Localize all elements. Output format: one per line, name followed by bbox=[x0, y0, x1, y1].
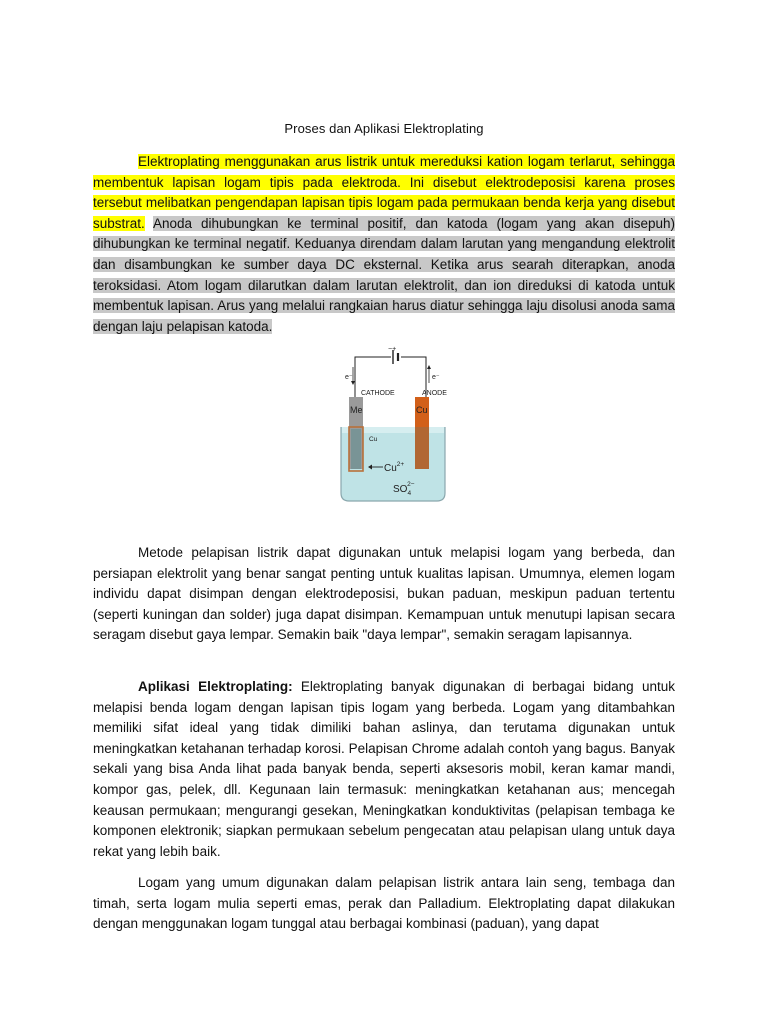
electroplating-diagram bbox=[333, 345, 453, 505]
cu-ion-label: $Cu^{2+}$ bbox=[384, 461, 405, 474]
arrow-right-head-icon bbox=[427, 365, 431, 369]
electron-right-label: e⁻ bbox=[432, 374, 440, 381]
cu-layer-label: Cu bbox=[369, 436, 378, 443]
arrow-left-head-icon bbox=[351, 381, 355, 385]
paragraph-applications bbox=[93, 677, 675, 862]
page-title: Proses dan Aplikasi Elektroplating bbox=[284, 121, 484, 136]
battery-label: −+ bbox=[388, 346, 397, 353]
cu-anode-label: Cu bbox=[416, 405, 428, 415]
applications-heading: Aplikasi Elektroplating: bbox=[138, 679, 293, 694]
highlighted-text-gray: Anoda dihubungkan ke terminal positif, dan katoda (logam yang akan disepuh) dihubungkan ke terminal negatif. Keduanya direndam dalam larutan yang mengandung elektrolit dan disambungkan ke sumber daya DC eksternal. Ketika arus searah diterapkan, anoda teroksidasi. Atom logam dilarutkan dalam larutan elektrolit, dan ion direduksi di katoda untuk membentuk lapisan. Arus yang melalui rangkaian harus diatur sehingga laju disolusi anoda sama dengan laju pelapisan katoda. bbox=[93, 215, 675, 334]
paragraph-applications-text: Elektroplating banyak digunakan di berbagai bidang untuk melapisi benda logam dengan lapisan tipis logam yang berbeda. Logam yang ditambahkan memiliki sifat ideal yang tidak dimiliki bahan aslinya, dan terutama digunakan untuk meningkatkan ketahanan terhadap korosi. Pelapisan Chrome adalah contoh yang bagus. Banyak sekali yang bisa Anda lihat pada banyak benda, seperti aksesoris mobil, keran kamar mandi, kompor gas, pelek, dll. Kegunaan lain termasuk: meningkatkan ketahanan aus; mencegah keausan permukaan; mengurangi gesekan, Meningkatkan konduktivitas (pelapisan tembaga ke komponen elektronik; siapkan permukaan sebelum pengecatan atau pelapisan ulang untuk daya rekat yang lebih baik. bbox=[93, 679, 675, 859]
paragraph-metals bbox=[93, 873, 675, 935]
paragraph-methods bbox=[93, 543, 675, 646]
paragraph-metals-text: Logam yang umum digunakan dalam pelapisan listrik antara lain seng, tembaga dan timah, serta logam mulia seperti emas, perak dan Palladium. Elektroplating dapat dilakukan dengan menggunakan logam tunggal atau berbagai kombinasi (paduan), yang dapat bbox=[93, 875, 675, 932]
me-label: Me bbox=[350, 405, 363, 415]
cathode-label: CATHODE bbox=[361, 390, 395, 397]
highlighted-text-yellow: Elektroplating menggunakan arus listrik untuk mereduksi kation logam terlarut, sehingga membentuk lapisan logam tipis pada elektroda. Ini disebut elektrodeposisi karena proses tersebut melibatkan pengendapan lapisan tipis logam pada permukaan benda kerja yang disebut substrat. bbox=[93, 154, 675, 231]
anode-submerged bbox=[415, 427, 429, 469]
anode-label: ANODE bbox=[422, 390, 447, 397]
cathode-submerged bbox=[351, 429, 361, 469]
sulfate-label: $SO_42-$ bbox=[393, 481, 415, 497]
paragraph-intro bbox=[93, 152, 675, 337]
electron-left-label: e⁻ bbox=[345, 374, 353, 381]
paragraph-methods-text: Metode pelapisan listrik dapat digunakan untuk melapisi logam yang berbeda, dan persiapan elektrolit yang benar sangat penting untuk kualitas lapisan. Umumnya, elemen logam individu dapat disimpan dengan elektrodeposisi, bukan paduan, meskipun paduan tertentu (seperti kuningan dan solder) juga dapat disimpan. Kemampuan untuk menutupi lapisan secara seragam disebut gaya lempar. Semakin baik "daya lempar", semakin seragam lapisannya. bbox=[93, 545, 675, 643]
